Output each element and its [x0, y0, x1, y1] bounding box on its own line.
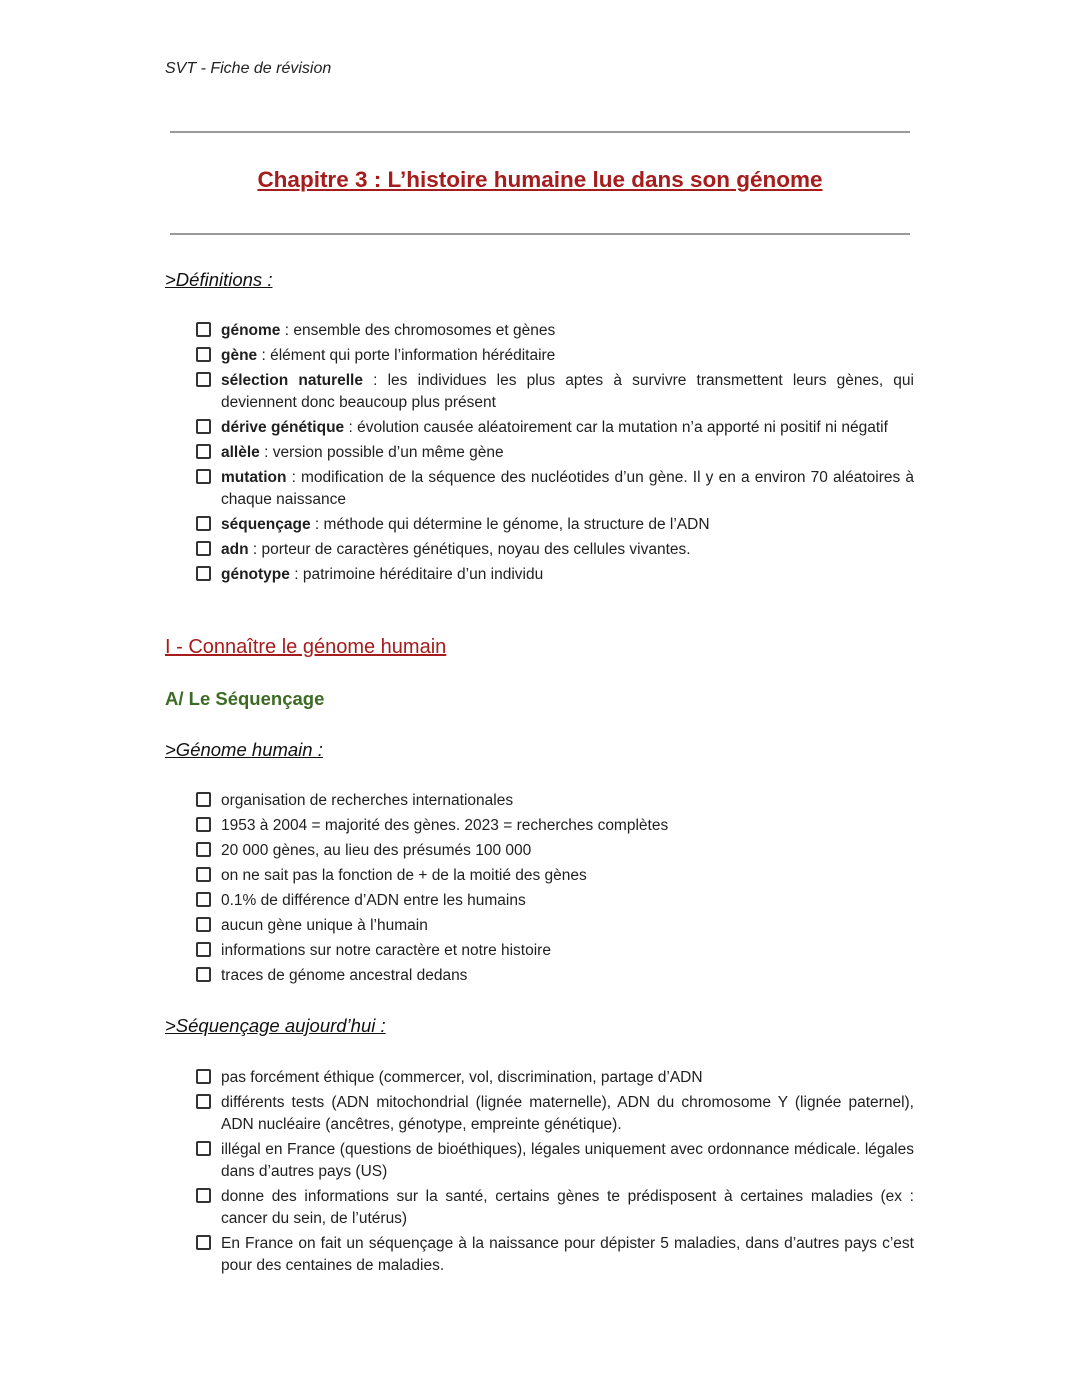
definition: : les individues les plus aptes à survivre transmettent leurs gènes, qui deviennent donc beaucoup plus présent: [221, 372, 914, 411]
checkbox[interactable]: [196, 792, 211, 807]
checkbox[interactable]: [196, 1069, 211, 1084]
list-item: [196, 514, 914, 536]
list-item: [196, 890, 914, 912]
list-item: [196, 865, 914, 887]
checkbox[interactable]: [196, 372, 211, 387]
item-text: différents tests (ADN mitochondrial (lignée maternelle), ADN du chromosome Y (lignée paternel), ADN nucléaire (ancêtres, génotype, empreinte génétique).: [221, 1094, 914, 1133]
list-item: [196, 345, 914, 367]
checkbox[interactable]: [196, 566, 211, 581]
list-item: [196, 915, 914, 937]
list-item: [196, 370, 914, 414]
checkbox[interactable]: [196, 1235, 211, 1250]
item-text: 20 000 gènes, au lieu des présumés 100 000: [221, 842, 532, 859]
item-text: donne des informations sur la santé, certains gènes te prédisposent à certaines maladies (ex : cancer du sein, de l’utérus): [221, 1188, 914, 1227]
definition: : patrimoine héréditaire d’un individu: [289, 566, 544, 583]
item-text: 0.1% de différence d’ADN entre les humains: [221, 892, 526, 909]
term: génome: [221, 322, 281, 339]
checkbox[interactable]: [196, 419, 211, 434]
list-item: [196, 417, 914, 439]
term: dérive génétique: [221, 419, 345, 436]
list-item: [196, 539, 914, 561]
definition: : méthode qui détermine le génome, la structure de l’ADN: [310, 516, 710, 533]
chapter-title: Chapitre 3 : L’histoire humaine lue dans son génome: [257, 167, 823, 192]
item-text: organisation de recherches internationales: [221, 792, 514, 809]
item-text: informations sur notre caractère et notre histoire: [221, 942, 551, 959]
term: adn: [221, 541, 249, 558]
definitions-heading: >Définitions :: [165, 269, 273, 290]
page-header-note: SVT - Fiche de révision: [165, 60, 332, 77]
list-item: [196, 442, 914, 464]
sequencing-heading: >Séquençage aujourd’hui :: [165, 1015, 386, 1036]
checkbox[interactable]: [196, 842, 211, 857]
list-item: [196, 790, 914, 812]
item-text: aucun gène unique à l’humain: [221, 917, 428, 934]
item-text: En France on fait un séquençage à la naissance pour dépister 5 maladies, dans d’autres pays c’est pour des centaines de maladies.: [221, 1235, 914, 1274]
list-item: [196, 965, 914, 987]
list-item: [196, 1233, 914, 1277]
checkbox[interactable]: [196, 541, 211, 556]
list-item: [196, 940, 914, 962]
checkbox[interactable]: [196, 1188, 211, 1203]
list-item: [196, 840, 914, 862]
checkbox[interactable]: [196, 1094, 211, 1109]
list-item: [196, 1067, 914, 1089]
list-item: [196, 1092, 914, 1136]
definition: : modification de la séquence des nucléotides d’un gène. Il y en a environ 70 aléatoires à chaque naissance: [221, 469, 914, 508]
term: sélection naturelle: [221, 372, 363, 389]
top-divider: [170, 131, 910, 133]
sequencing-list: [196, 1067, 914, 1280]
list-item: [196, 1186, 914, 1230]
subsection-a-title: A/ Le Séquençage: [165, 688, 325, 709]
part-1-title: I - Connaître le génome humain: [165, 636, 447, 658]
checkbox[interactable]: [196, 516, 211, 531]
item-text: traces de génome ancestral dedans: [221, 967, 468, 984]
term: allèle: [221, 444, 260, 461]
definition: : évolution causée aléatoirement car la mutation n’a apporté ni positif ni négatif: [344, 419, 888, 436]
checkbox[interactable]: [196, 444, 211, 459]
definition: : version possible d’un même gène: [259, 444, 504, 461]
definition: : ensemble des chromosomes et gènes: [280, 322, 556, 339]
item-text: on ne sait pas la fonction de + de la moitié des gènes: [221, 867, 587, 884]
checkbox[interactable]: [196, 817, 211, 832]
checkbox[interactable]: [196, 942, 211, 957]
list-item: [196, 467, 914, 511]
checkbox[interactable]: [196, 892, 211, 907]
definitions-list: [196, 320, 914, 589]
list-item: [196, 815, 914, 837]
item-text: 1953 à 2004 = majorité des gènes. 2023 = recherches complètes: [221, 817, 669, 834]
checkbox[interactable]: [196, 347, 211, 362]
term: séquençage: [221, 516, 311, 533]
checkbox[interactable]: [196, 867, 211, 882]
checkbox[interactable]: [196, 1141, 211, 1156]
list-item: [196, 564, 914, 586]
checkbox[interactable]: [196, 917, 211, 932]
genome-list: [196, 790, 914, 990]
checkbox[interactable]: [196, 469, 211, 484]
term: gène: [221, 347, 258, 364]
definition: : élément qui porte l’information héréditaire: [257, 347, 556, 364]
definition: : porteur de caractères génétiques, noyau des cellules vivantes.: [248, 541, 691, 558]
list-item: [196, 1139, 914, 1183]
bottom-divider: [170, 233, 910, 235]
term: génotype: [221, 566, 290, 583]
genome-heading: >Génome humain :: [165, 739, 323, 760]
item-text: pas forcément éthique (commercer, vol, discrimination, partage d’ADN: [221, 1069, 703, 1086]
term: mutation: [221, 469, 287, 486]
list-item: [196, 320, 914, 342]
item-text: illégal en France (questions de bioéthiques), légales uniquement avec ordonnance médicale. légales dans d’autres pays (US): [221, 1141, 914, 1180]
checkbox[interactable]: [196, 322, 211, 337]
checkbox[interactable]: [196, 967, 211, 982]
